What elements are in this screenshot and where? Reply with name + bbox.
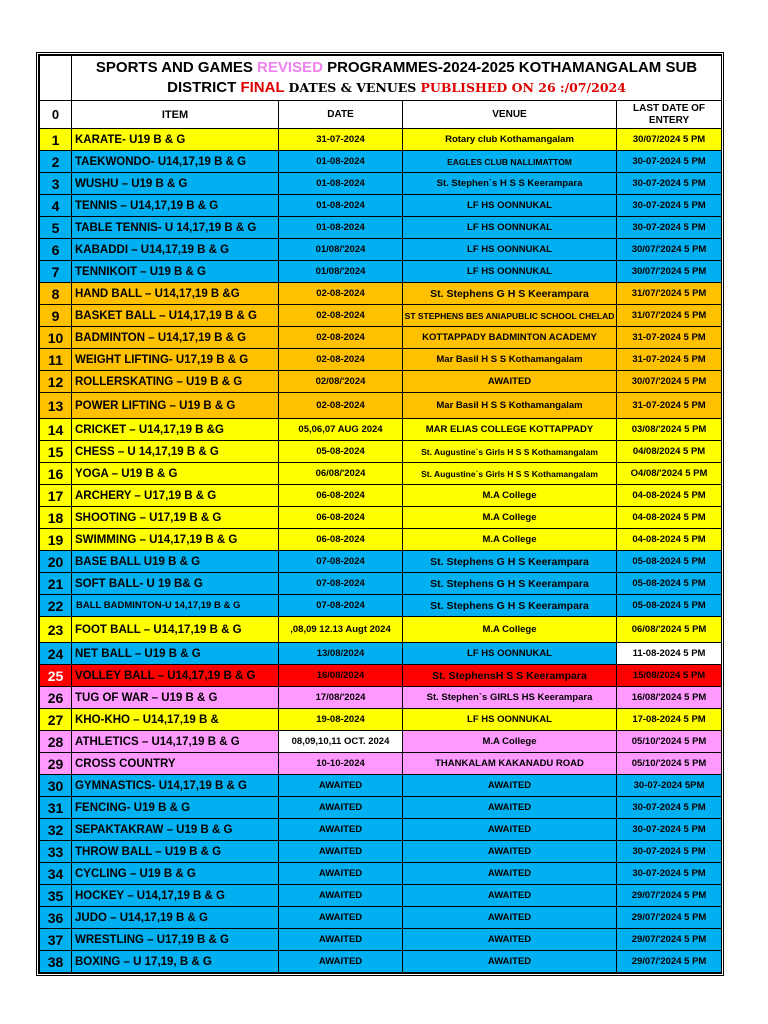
- row-last-date: 04-08-2024 5 PM: [617, 529, 722, 551]
- row-date: AWAITED: [279, 929, 403, 951]
- row-date: 10-10-2024: [279, 753, 403, 775]
- row-date: 06-08-2024: [279, 507, 403, 529]
- row-number: 35: [40, 885, 72, 907]
- row-date: 07-08-2024: [279, 551, 403, 573]
- table-row: [40, 687, 722, 709]
- row-number: 38: [40, 951, 72, 973]
- row-number: 14: [40, 419, 72, 441]
- row-venue: St. Stephens G H S Keerampara: [403, 595, 617, 617]
- row-item: WUSHU – U19 B & G: [72, 173, 279, 195]
- row-last-date: 30-07-2024 5 PM: [617, 819, 722, 841]
- row-number: 31: [40, 797, 72, 819]
- row-last-date: 05/10/'2024 5 PM: [617, 753, 722, 775]
- row-number: 18: [40, 507, 72, 529]
- row-item: WEIGHT LIFTING- U17,19 B & G: [72, 349, 279, 371]
- row-venue: KOTTAPPADY BADMINTON ACADEMY: [403, 327, 617, 349]
- row-number: 17: [40, 485, 72, 507]
- title-corner-cell: [40, 56, 72, 101]
- row-date: 07-08-2024: [279, 573, 403, 595]
- row-number: 26: [40, 687, 72, 709]
- header-last-date: LAST DATE OF ENTERY: [617, 101, 722, 129]
- row-date: 06/08/'2024: [279, 463, 403, 485]
- table-row: [40, 129, 722, 151]
- row-number: 21: [40, 573, 72, 595]
- row-last-date: 31-07-2024 5 PM: [617, 327, 722, 349]
- row-date: 05-08-2024: [279, 441, 403, 463]
- row-date: AWAITED: [279, 775, 403, 797]
- row-venue: M.A College: [403, 731, 617, 753]
- table-row: [40, 305, 722, 327]
- row-number: 24: [40, 643, 72, 665]
- row-last-date: 04/08/2024 5 PM: [617, 441, 722, 463]
- table-row: [40, 951, 722, 973]
- row-venue: St. Stephens G H S Keerampara: [403, 573, 617, 595]
- row-date: 02-08-2024: [279, 283, 403, 305]
- row-item: TENNIS – U14,17,19 B & G: [72, 195, 279, 217]
- row-venue: Mar Basil H S S Kothamangalam: [403, 349, 617, 371]
- row-number: 8: [40, 283, 72, 305]
- row-last-date: 30/07/2024 5 PM: [617, 129, 722, 151]
- row-number: 37: [40, 929, 72, 951]
- row-last-date: 04-08-2024 5 PM: [617, 485, 722, 507]
- row-number: 22: [40, 595, 72, 617]
- row-item: BALL BADMINTON-U 14,17,19 B & G: [72, 595, 279, 617]
- row-last-date: 31-07-2024 5 PM: [617, 349, 722, 371]
- row-item: CYCLING – U19 B & G: [72, 863, 279, 885]
- row-venue: M.A College: [403, 507, 617, 529]
- table-row: [40, 665, 722, 687]
- row-number: 16: [40, 463, 72, 485]
- row-date: 16/08/2024: [279, 665, 403, 687]
- row-item: BASE BALL U19 B & G: [72, 551, 279, 573]
- row-last-date: 03/08/'2024 5 PM: [617, 419, 722, 441]
- row-item: ROLLERSKATING – U19 B & G: [72, 371, 279, 393]
- row-date: AWAITED: [279, 819, 403, 841]
- row-date: 01-08-2024: [279, 173, 403, 195]
- table-row: [40, 217, 722, 239]
- table-row: [40, 419, 722, 441]
- row-number: 28: [40, 731, 72, 753]
- row-last-date: 05-08-2024 5 PM: [617, 551, 722, 573]
- title-part-2: PROGRAMMES-2024-2025 KOTHAMANGALAM SUB: [327, 59, 698, 76]
- row-item: NET BALL – U19 B & G: [72, 643, 279, 665]
- row-last-date: 31/07/'2024 5 PM: [617, 283, 722, 305]
- row-venue: St. Augustine`s Girls H S S Kothamangalam: [403, 463, 617, 485]
- row-number: 13: [40, 393, 72, 419]
- row-item: FENCING- U19 B & G: [72, 797, 279, 819]
- table-row: [40, 643, 722, 665]
- table-row: [40, 507, 722, 529]
- row-item: ATHLETICS – U14,17,19 B & G: [72, 731, 279, 753]
- title-row: [40, 56, 722, 101]
- row-last-date: 05-08-2024 5 PM: [617, 595, 722, 617]
- row-number: 2: [40, 151, 72, 173]
- row-item: KABADDI – U14,17,19 B & G: [72, 239, 279, 261]
- row-venue: AWAITED: [403, 929, 617, 951]
- table-row: [40, 775, 722, 797]
- table-row: [40, 841, 722, 863]
- table-row: [40, 173, 722, 195]
- row-date: 02-08-2024: [279, 327, 403, 349]
- row-item: CHESS – U 14,17,19 B & G: [72, 441, 279, 463]
- row-date: 08,09,10,11 OCT. 2024: [279, 731, 403, 753]
- table-row: [40, 731, 722, 753]
- row-number: 32: [40, 819, 72, 841]
- row-item: SHOOTING – U17,19 B & G: [72, 507, 279, 529]
- schedule-sheet: [36, 52, 724, 976]
- row-last-date: 05-08-2024 5 PM: [617, 573, 722, 595]
- row-venue: THANKALAM KAKANADU ROAD: [403, 753, 617, 775]
- row-item: WRESTLING – U17,19 B & G: [72, 929, 279, 951]
- row-last-date: 30/07/'2024 5 PM: [617, 261, 722, 283]
- row-venue: AWAITED: [403, 951, 617, 973]
- table-row: [40, 485, 722, 507]
- row-number: 15: [40, 441, 72, 463]
- row-last-date: 31/07/'2024 5 PM: [617, 305, 722, 327]
- table-row: [40, 709, 722, 731]
- row-last-date: 17-08-2024 5 PM: [617, 709, 722, 731]
- title-dates-venues: DATES & VENUES: [288, 80, 417, 95]
- row-last-date: 29/07/'2024 5 PM: [617, 951, 722, 973]
- column-header-row: [40, 101, 722, 129]
- table-row: [40, 797, 722, 819]
- row-item: YOGA – U19 B & G: [72, 463, 279, 485]
- row-last-date: 30/07/'2024 5 PM: [617, 239, 722, 261]
- row-item: ARCHERY – U17,19 B & G: [72, 485, 279, 507]
- row-last-date: 30-07-2024 5 PM: [617, 863, 722, 885]
- row-venue: M.A College: [403, 617, 617, 643]
- table-row: [40, 929, 722, 951]
- schedule-table: [39, 55, 722, 973]
- row-date: 02/08/'2024: [279, 371, 403, 393]
- header-date: DATE: [279, 101, 403, 129]
- row-venue: St. Stephen`s H S S Keerampara: [403, 173, 617, 195]
- row-last-date: 16/08/'2024 5 PM: [617, 687, 722, 709]
- row-venue: LF HS OONNUKAL: [403, 217, 617, 239]
- row-date: AWAITED: [279, 907, 403, 929]
- table-row: [40, 551, 722, 573]
- row-number: 30: [40, 775, 72, 797]
- row-number: 9: [40, 305, 72, 327]
- row-date: AWAITED: [279, 841, 403, 863]
- row-venue: AWAITED: [403, 775, 617, 797]
- row-venue: St. Augustine`s Girls H S S Kothamangalam: [403, 441, 617, 463]
- table-row: [40, 349, 722, 371]
- row-last-date: 04-08-2024 5 PM: [617, 507, 722, 529]
- row-last-date: 11-08-2024 5 PM: [617, 643, 722, 665]
- row-last-date: 30-07-2024 5 PM: [617, 173, 722, 195]
- row-last-date: 30-07-2024 5PM: [617, 775, 722, 797]
- row-number: 29: [40, 753, 72, 775]
- row-venue: EAGLES CLUB NALLIMATTOM: [403, 151, 617, 173]
- row-venue: AWAITED: [403, 841, 617, 863]
- table-row: [40, 819, 722, 841]
- table-row: [40, 863, 722, 885]
- row-date: 06-08-2024: [279, 485, 403, 507]
- row-number: 27: [40, 709, 72, 731]
- row-date: AWAITED: [279, 797, 403, 819]
- row-number: 4: [40, 195, 72, 217]
- row-date: 07-08-2024: [279, 595, 403, 617]
- row-last-date: 06/08/'2024 5 PM: [617, 617, 722, 643]
- row-venue: LF HS OONNUKAL: [403, 239, 617, 261]
- title-published: PUBLISHED ON 26 :/07/2024: [420, 80, 626, 95]
- row-item: SEPAKTAKRAW – U19 B & G: [72, 819, 279, 841]
- row-venue: AWAITED: [403, 797, 617, 819]
- row-venue: M.A College: [403, 529, 617, 551]
- row-item: CROSS COUNTRY: [72, 753, 279, 775]
- header-venue: VENUE: [403, 101, 617, 129]
- row-item: HOCKEY – U14,17,19 B & G: [72, 885, 279, 907]
- title-part-3: DISTRICT: [167, 79, 237, 96]
- row-last-date: 30-07-2024 5 PM: [617, 797, 722, 819]
- row-date: 06-08-2024: [279, 529, 403, 551]
- row-last-date: O4/08/'2024 5 PM: [617, 463, 722, 485]
- table-row: [40, 753, 722, 775]
- row-number: 36: [40, 907, 72, 929]
- table-row: [40, 463, 722, 485]
- row-item: BOXING – U 17,19, B & G: [72, 951, 279, 973]
- row-item: KARATE- U19 B & G: [72, 129, 279, 151]
- row-number: 1: [40, 129, 72, 151]
- row-date: 01/08/'2024: [279, 239, 403, 261]
- row-venue: St. StephensH S S Keerampara: [403, 665, 617, 687]
- row-number: 6: [40, 239, 72, 261]
- row-number: 20: [40, 551, 72, 573]
- row-last-date: 15/08/2024 5 PM: [617, 665, 722, 687]
- row-last-date: 30-07-2024 5 PM: [617, 841, 722, 863]
- row-item: TABLE TENNIS- U 14,17,19 B & G: [72, 217, 279, 239]
- row-item: HAND BALL – U14,17,19 B &G: [72, 283, 279, 305]
- table-row: [40, 595, 722, 617]
- row-item: KHO-KHO – U14,17,19 B &: [72, 709, 279, 731]
- row-date: 05,06,07 AUG 2024: [279, 419, 403, 441]
- row-venue: ST STEPHENS BES ANIAPUBLIC SCHOOL CHELAD: [403, 305, 617, 327]
- row-item: TAEKWONDO- U14,17,19 B & G: [72, 151, 279, 173]
- row-date: 31-07-2024: [279, 129, 403, 151]
- row-date: 01-08-2024: [279, 151, 403, 173]
- row-date: 02-08-2024: [279, 393, 403, 419]
- row-date: 02-08-2024: [279, 349, 403, 371]
- row-item: POWER LIFTING – U19 B & G: [72, 393, 279, 419]
- row-venue: AWAITED: [403, 907, 617, 929]
- row-item: JUDO – U14,17,19 B & G: [72, 907, 279, 929]
- row-number: 5: [40, 217, 72, 239]
- table-row: [40, 617, 722, 643]
- table-row: [40, 393, 722, 419]
- row-date: AWAITED: [279, 863, 403, 885]
- row-item: THROW BALL – U19 B & G: [72, 841, 279, 863]
- row-venue: LF HS OONNUKAL: [403, 195, 617, 217]
- table-row: [40, 261, 722, 283]
- row-venue: AWAITED: [403, 371, 617, 393]
- row-number: 3: [40, 173, 72, 195]
- table-row: [40, 529, 722, 551]
- row-venue: LF HS OONNUKAL: [403, 261, 617, 283]
- row-number: 10: [40, 327, 72, 349]
- table-row: [40, 573, 722, 595]
- row-item: SWIMMING – U14,17,19 B & G: [72, 529, 279, 551]
- table-row: [40, 371, 722, 393]
- table-row: [40, 885, 722, 907]
- row-number: 19: [40, 529, 72, 551]
- row-date: AWAITED: [279, 885, 403, 907]
- table-row: [40, 907, 722, 929]
- row-item: FOOT BALL – U14,17,19 B & G: [72, 617, 279, 643]
- row-last-date: 30/07/'2024 5 PM: [617, 371, 722, 393]
- row-venue: St. Stephens G H S Keerampara: [403, 551, 617, 573]
- row-date: 17/08/'2024: [279, 687, 403, 709]
- row-venue: St. Stephen`s GIRLS HS Keerampara: [403, 687, 617, 709]
- row-number: 7: [40, 261, 72, 283]
- table-row: [40, 283, 722, 305]
- row-venue: LF HS OONNUKAL: [403, 643, 617, 665]
- table-row: [40, 441, 722, 463]
- row-number: 23: [40, 617, 72, 643]
- table-row: [40, 239, 722, 261]
- row-last-date: 30-07-2024 5 PM: [617, 195, 722, 217]
- row-last-date: 29/07/'2024 5 PM: [617, 885, 722, 907]
- page-title: [72, 56, 722, 101]
- row-date: 02-08-2024: [279, 305, 403, 327]
- row-item: TUG OF WAR – U19 B & G: [72, 687, 279, 709]
- row-venue: AWAITED: [403, 863, 617, 885]
- row-date: 01/08/'2024: [279, 261, 403, 283]
- title-part-1: SPORTS AND GAMES: [95, 59, 253, 76]
- row-item: VOLLEY BALL – U14,17,19 B & G: [72, 665, 279, 687]
- table-row: [40, 195, 722, 217]
- header-item: ITEM: [72, 101, 279, 129]
- table-row: [40, 327, 722, 349]
- table-row: [40, 151, 722, 173]
- row-venue: Mar Basil H S S Kothamangalam: [403, 393, 617, 419]
- title-final: FINAL: [240, 79, 285, 96]
- row-date: 01-08-2024: [279, 217, 403, 239]
- row-number: 34: [40, 863, 72, 885]
- row-date: AWAITED: [279, 951, 403, 973]
- row-item: TENNIKOIT – U19 B & G: [72, 261, 279, 283]
- row-number: 12: [40, 371, 72, 393]
- row-item: GYMNASTICS- U14,17,19 B & G: [72, 775, 279, 797]
- row-venue: AWAITED: [403, 819, 617, 841]
- row-item: CRICKET – U14,17,19 B &G: [72, 419, 279, 441]
- row-last-date: 29/07/'2024 5 PM: [617, 929, 722, 951]
- row-last-date: 31-07-2024 5 PM: [617, 393, 722, 419]
- row-venue: M.A College: [403, 485, 617, 507]
- row-item: SOFT BALL- U 19 B& G: [72, 573, 279, 595]
- row-date: 13/08/2024: [279, 643, 403, 665]
- title-revised: REVISED: [257, 59, 323, 76]
- row-date: 19-08-2024: [279, 709, 403, 731]
- row-venue: St. Stephens G H S Keerampara: [403, 283, 617, 305]
- row-venue: MAR ELIAS COLLEGE KOTTAPPADY: [403, 419, 617, 441]
- row-number: 25: [40, 665, 72, 687]
- row-last-date: 05/10/'2024 5 PM: [617, 731, 722, 753]
- row-venue: Rotary club Kothamangalam: [403, 129, 617, 151]
- row-last-date: 29/07/'2024 5 PM: [617, 907, 722, 929]
- row-date: ,08,09 12.13 Augt 2024: [279, 617, 403, 643]
- row-item: BADMINTON – U14,17,19 B & G: [72, 327, 279, 349]
- row-venue: LF HS OONNUKAL: [403, 709, 617, 731]
- row-last-date: 30-07-2024 5 PM: [617, 151, 722, 173]
- row-item: BASKET BALL – U14,17,19 B & G: [72, 305, 279, 327]
- row-last-date: 30-07-2024 5 PM: [617, 217, 722, 239]
- row-venue: AWAITED: [403, 885, 617, 907]
- row-number: 11: [40, 349, 72, 371]
- row-date: 01-08-2024: [279, 195, 403, 217]
- row-number: 33: [40, 841, 72, 863]
- header-no: 0: [40, 101, 72, 129]
